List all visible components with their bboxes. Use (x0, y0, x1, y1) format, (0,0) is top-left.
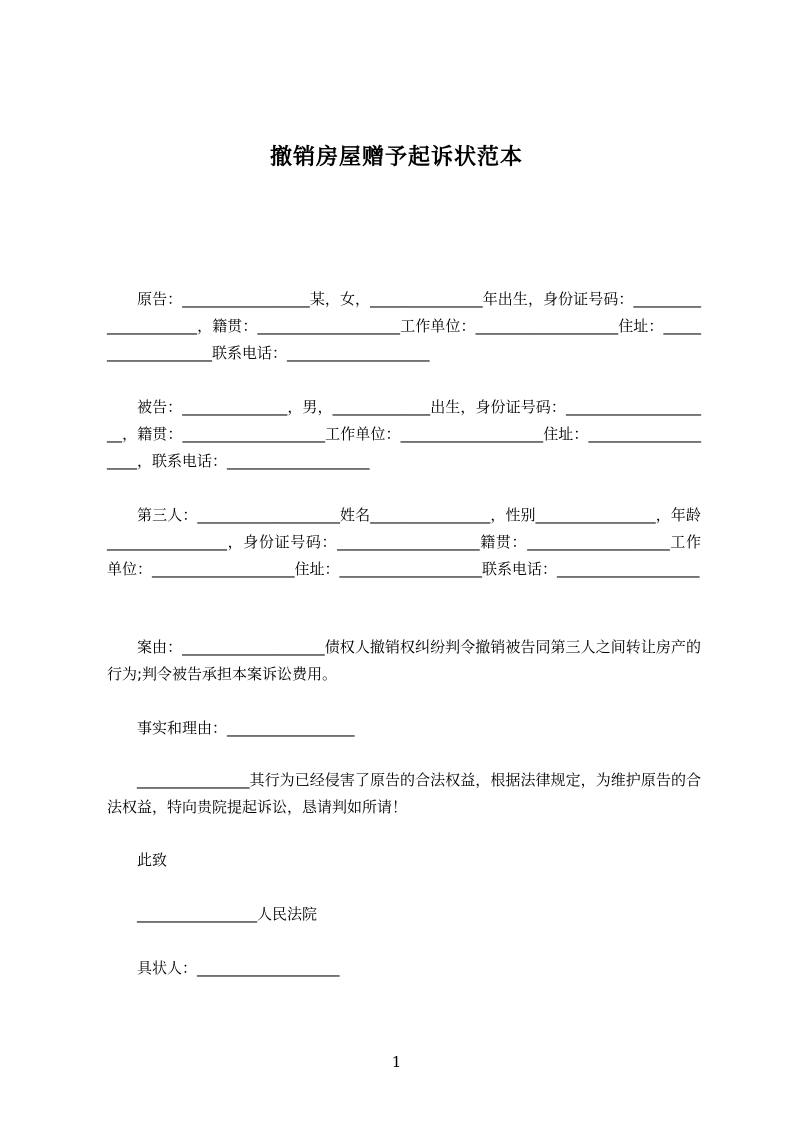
page-number: 1 (391, 1053, 402, 1071)
cause-paragraph: 案由：___________________债权人撤销权纠纷判令撤销被告同第三人之间转让房产的行为;判令被告承担本案诉讼费用。 (107, 638, 701, 683)
defendant-paragraph: 被告：______________，男，_____________出生，身份证号码：____________________，籍贯：___________________工作单位：___________________住址：___________________，联系电话：___________________ (107, 398, 701, 470)
page-title: 撤销房屋赠予起诉状范本 (269, 145, 523, 170)
third-party-paragraph: 第三人：___________________姓名________________，性别________________，年龄________________，身份证号码：___________________籍贯：___________________工作单位：___________________住址：___________________联系电话：___________________ (107, 506, 701, 578)
court-line: ________________人民法院 (137, 905, 318, 923)
signer-line: 具状人：___________________ (137, 959, 340, 977)
closing-text: 此致 (137, 851, 168, 869)
plaintiff-paragraph: 原告：_________________某，女，_______________年出生，身份证号码：_____________________，籍贯：___________________工作单位：___________________住址：___________________联系电话：___________________ (107, 290, 701, 362)
facts-paragraph: _______________其行为已经侵害了原告的合法权益，根据法律规定，为维护原告的合法权益，特向贵院提起诉讼，恳请判如所请！ (107, 771, 701, 816)
facts-label: 事实和理由：_________________ (137, 719, 355, 737)
